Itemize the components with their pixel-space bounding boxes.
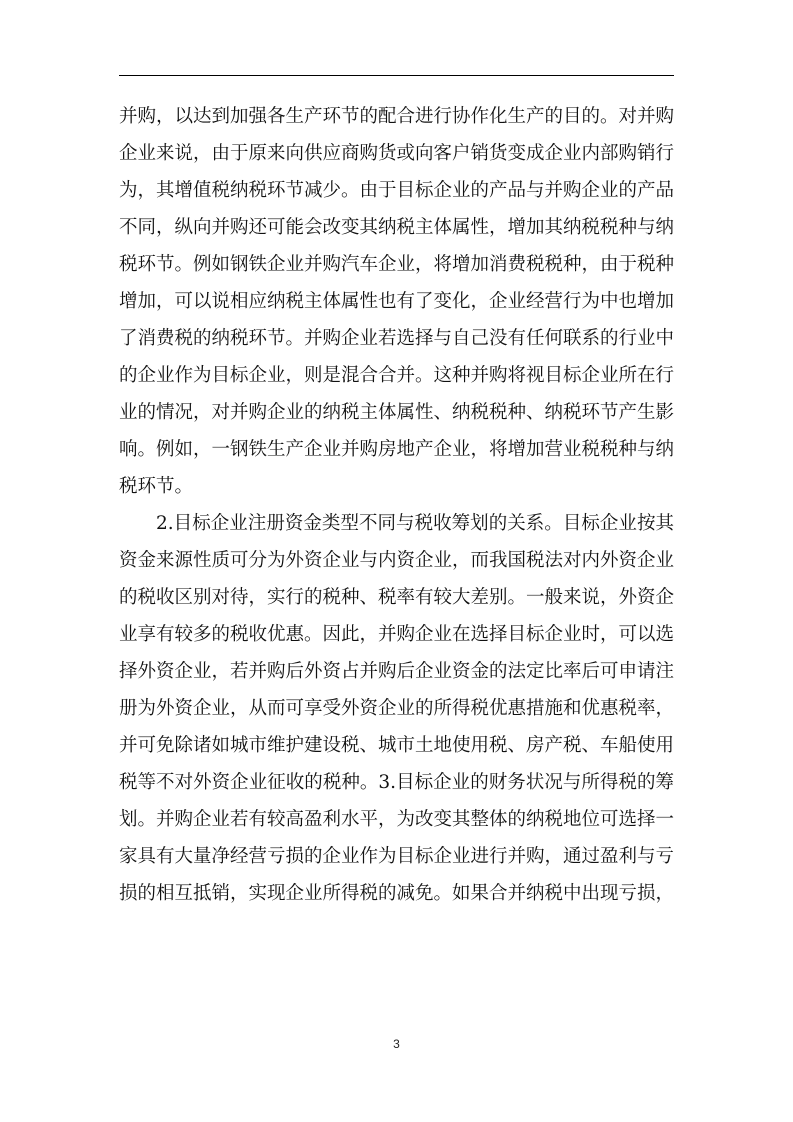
text-line: 划。并购企业若有较高盈利水平，为改变其整体的纳税地位可选择一	[119, 809, 675, 830]
text-line: 并购，以达到加强各生产环节的配合进行协作化生产的目的。对并购	[119, 106, 675, 127]
text-line: 为，其增值税纳税环节减少。由于目标企业的产品与并购企业的产品	[119, 180, 675, 201]
body-text	[119, 98, 674, 912]
text-line: 税等不对外资企业征收的税种。3.目标企业的财务状况与所得税的筹	[119, 772, 674, 793]
text-line: 企业来说，由于原来向供应商购货或向客户销货变成企业内部购销行	[119, 143, 675, 164]
text-line: 业的情况，对并购企业的纳税主体属性、纳税税种、纳税环节产生影	[119, 402, 675, 423]
text-line: 增加，可以说相应纳税主体属性也有了变化，企业经营行为中也增加	[119, 291, 675, 312]
page-number: 3	[393, 1037, 400, 1051]
text-line: 了消费税的纳税环节。并购企业若选择与自己没有任何联系的行业中	[119, 328, 675, 349]
text-line: 册为外资企业，从而可享受外资企业的所得税优惠措施和优惠税率，	[119, 698, 675, 719]
header-rule	[119, 75, 674, 76]
text-line: 损的相互抵销，实现企业所得税的减免。如果合并纳税中出现亏损，	[119, 883, 675, 904]
text-line: 2.目标企业注册资金类型不同与税收筹划的关系。目标企业按其	[156, 513, 674, 534]
text-line: 并可免除诸如城市维护建设税、城市土地使用税、房产税、车船使用	[119, 735, 675, 756]
text-line: 的税收区别对待，实行的税种、税率有较大差别。一般来说，外资企	[119, 587, 675, 608]
text-line: 响。例如，一钢铁生产企业并购房地产企业，将增加营业税税种与纳	[119, 439, 675, 460]
text-line: 资金来源性质可分为外资企业与内资企业，而我国税法对内外资企业	[119, 550, 675, 571]
text-line: 择外资企业，若并购后外资占并购后企业资金的法定比率后可申请注	[119, 661, 675, 682]
text-line: 税环节。例如钢铁企业并购汽车企业，将增加消费税税种，由于税种	[119, 254, 675, 275]
text-line: 的企业作为目标企业，则是混合合并。这种并购将视目标企业所在行	[119, 365, 675, 386]
text-line: 业享有较多的税收优惠。因此，并购企业在选择目标企业时，可以选	[119, 624, 675, 645]
text-line: 不同，纵向并购还可能会改变其纳税主体属性，增加其纳税税种与纳	[119, 217, 675, 238]
text-line: 税环节。	[119, 476, 194, 497]
text-line: 家具有大量净经营亏损的企业作为目标企业进行并购，通过盈利与亏	[119, 846, 675, 867]
